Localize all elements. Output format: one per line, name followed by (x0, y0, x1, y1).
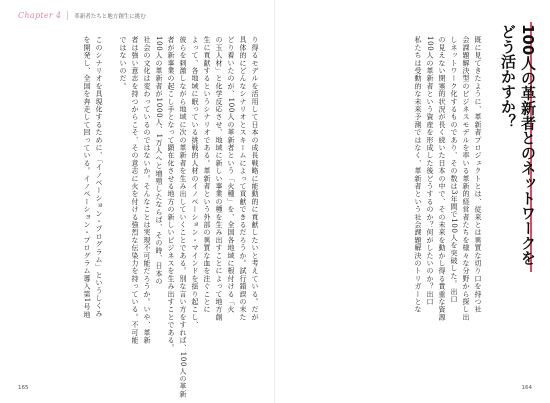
left-body-text: このシナリオを具現化するために、「イノベーション・プログラム」というしくみ (95, 36, 103, 318)
left-body-text: の玉人材」と化学反応させ、地域に新しい事業の種を生み出すことによって地方創 (215, 36, 223, 321)
left-body-column-11 (130, 36, 140, 362)
left-body-text: 100人の革新者が1000人、1万人へと増殖したならば、その時、日本の (155, 36, 163, 286)
left-body-column-1 (250, 36, 260, 362)
right-page (275, 0, 550, 403)
left-body-text: り得るモデルを活用して日本の成長戦略に能動的に貢献したいと考えている。だが (251, 36, 259, 321)
right-body-text: 100人の革新者という資産を形成した後どうするのか？何がしたいのか？出口 (426, 36, 434, 306)
left-body-column-2 (238, 36, 248, 362)
right-body-text: しネットワーク化するものであり、その数は3年間で100人を突破した。出口 (450, 36, 458, 304)
left-body-text: 者は強い意志を持つからこそ、その意志に火を付ける強烈な伝染力を持っている。不可能 (131, 36, 139, 344)
left-body-column-9 (154, 36, 164, 362)
left-body-column-4 (214, 36, 224, 362)
left-body-column-10 (142, 36, 152, 362)
right-body-text: 既に見てきたように、革新者プロジェクトとは、従来とは異質な切り口を持つ社 (474, 36, 482, 314)
left-body-text: 彼らを刺激しながら地域に次の革新者を生み出していくことである。別な言い方をすれば、100人の革新 (179, 36, 187, 398)
right-body-column-1 (473, 36, 483, 362)
section-headline (494, 24, 538, 324)
right-body-column-4 (437, 36, 447, 362)
running-header (18, 11, 146, 20)
right-body-text: の見えない閉塞的状況が長く続いた日本の中で、その未来を動かし得る貴重な資源 (438, 36, 446, 321)
left-body-column-3 (226, 36, 236, 362)
left-body-text: 生に貢献するというシナリオである。革新者という外部の異質な血を注ぐことに (203, 36, 211, 314)
right-body-column-2 (461, 36, 471, 362)
left-body-column-14 (94, 36, 104, 362)
right-body-column-6 (413, 36, 423, 362)
left-body-column-5 (202, 36, 212, 362)
left-body-text: ではないのだ。 (119, 36, 127, 90)
right-body-text: 会課題解決型のビジネスモデルを率いる革新的経営者たちを様々な分野から探し出 (462, 36, 470, 321)
page-number: 164 (521, 385, 532, 391)
right-body-column-3 (449, 36, 459, 362)
chapter-mark: Chapter 4 (18, 11, 62, 20)
left-body-text: 社会の文化は変わっているのではないか。そんなことは実現不可能だろうか。いや、革新 (143, 36, 151, 344)
left-body-text: 具体的にどんなシナリオとスキームによって貢献できるだろうか。試行錯誤の末た (239, 36, 247, 321)
page-number: 165 (18, 385, 29, 391)
left-body-column-7 (178, 36, 188, 398)
right-body-column-5 (425, 36, 435, 362)
left-body-column-12 (118, 36, 128, 362)
header-divider (67, 11, 68, 20)
running-header-title: 革新者たちと地方創生に挑む (74, 13, 146, 20)
headline-line-1: 100人の革新者とのネットワークを (519, 24, 537, 266)
left-body-text: を開発し、全国を奔走して回っている。イノベーション・プログラム導入第1号地 (83, 36, 91, 319)
right-body-text: 私たちは受動的な未来予測ではなく、革新者という社会課題解決のトリガーとな (414, 36, 422, 314)
left-body-text: 者が新事業の起こし手となって顕在化させる地方の新しいビジネスを生み出すことである。 (167, 36, 175, 352)
left-body-column-8 (166, 36, 176, 362)
left-body-text: よって、各地域に眠っている挑戦的人材のイノベーション・マインドを揺り起こし、 (191, 36, 199, 329)
left-body-column-6 (190, 36, 200, 362)
left-body-text: どり着いたのが、100人の革新者という「火種」を、全国各地域に根付ける「火 (227, 36, 235, 314)
left-body-column-15 (82, 36, 92, 362)
headline-line-2: どう活かすか？ (499, 24, 517, 129)
